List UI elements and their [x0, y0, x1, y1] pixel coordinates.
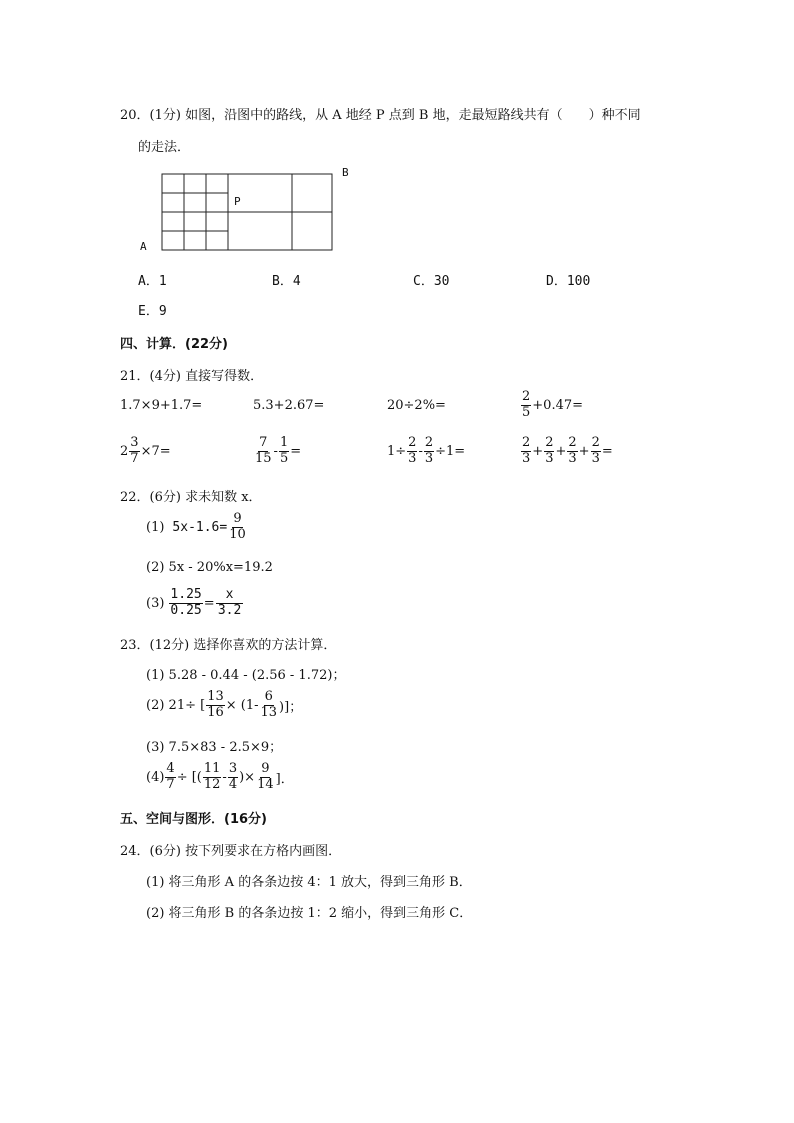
expr-post: ]． [275, 771, 294, 787]
expr-pre: 1÷ [387, 443, 407, 459]
point-b-label: B [342, 166, 349, 179]
denominator: 3.2 [217, 602, 242, 618]
operator: + [578, 443, 590, 459]
numerator: 2 [591, 435, 600, 450]
q21-expr4 [520, 390, 583, 421]
numerator: 4 [166, 761, 175, 776]
denominator: 16 [207, 704, 224, 720]
denominator: 13 [260, 704, 278, 720]
expr-post: )]； [279, 699, 303, 715]
denominator: 3 [522, 450, 531, 466]
expr-part: )× [239, 769, 256, 785]
numerator: 11 [203, 761, 221, 776]
section4-title: 四、计算．(22分) [120, 337, 228, 352]
whole-part: 2 [120, 443, 129, 459]
expr-mid: × (1- [225, 697, 259, 713]
numerator: 2 [522, 435, 531, 450]
denominator: 7 [130, 450, 139, 466]
equals-sign: = [601, 443, 613, 459]
denominator: 10 [229, 526, 246, 542]
denominator: 3 [408, 450, 417, 466]
q21-expr8 [520, 436, 613, 467]
option-a: A．1 [138, 274, 167, 289]
denominator: 7 [166, 776, 175, 792]
expr-part: ÷ [( [176, 769, 202, 785]
expr-rest: = [290, 443, 302, 459]
denominator: 5 [522, 404, 531, 420]
q21-expr7 [387, 436, 465, 467]
operator: - [222, 769, 227, 785]
numerator: 3 [228, 761, 238, 776]
q22-part3 [146, 588, 244, 619]
denominator: 15 [255, 450, 272, 466]
operator: + [555, 443, 567, 459]
expr-rest: ×7= [140, 443, 171, 459]
numerator: 3 [130, 435, 139, 450]
section5-title: 五、空间与图形．(16分) [120, 812, 267, 827]
part-label: (1) [146, 519, 165, 535]
q23-part4 [146, 762, 294, 793]
point-p-label: P [234, 195, 241, 208]
numerator: 9 [233, 511, 242, 526]
q24-part2: (2) 将三角形 B 的各条边按 1：2 缩小，得到三角形 C． [146, 906, 473, 921]
operator: - [273, 443, 278, 459]
point-a-label: A [140, 240, 147, 253]
numerator: 6 [264, 689, 273, 704]
q21-expr5 [120, 436, 171, 467]
operator: + [532, 443, 544, 459]
numerator: 2 [545, 435, 554, 450]
denominator: 0.25 [170, 602, 202, 618]
option-b: B．4 [272, 274, 301, 289]
expr-pre: (2) 21÷ [ [146, 697, 206, 713]
denominator: 3 [545, 450, 554, 466]
q24-title: 24．(6分) 按下列要求在方格内画图． [120, 844, 342, 859]
q21-expr6 [253, 436, 301, 467]
expr-pre: 5x-1.6= [172, 519, 228, 535]
q24-part1: (1) 将三角形 A 的各条边按 4：1 放大，得到三角形 B． [146, 875, 472, 890]
q21-title: 21．(4分) 直接写得数． [120, 369, 264, 384]
numerator: 7 [259, 435, 268, 450]
expr-rest: +0.47= [532, 397, 584, 413]
numerator: 2 [522, 389, 531, 404]
denominator: 3 [424, 450, 434, 466]
denominator: 4 [228, 776, 238, 792]
q23-part1: (1) 5.28 - 0.44 - (2.56 - 1.72)； [146, 668, 346, 683]
q23-title: 23．(12分) 选择你喜欢的方法计算． [120, 638, 337, 653]
q20-line2: 的走法． [138, 140, 191, 155]
numerator: 2 [568, 435, 577, 450]
numerator: 13 [207, 689, 224, 704]
numerator: x [216, 588, 244, 604]
numerator: 9 [261, 761, 270, 776]
equals-sign: = [203, 595, 215, 611]
denominator: 3 [591, 450, 600, 466]
q20-line1: 20．(1分) 如图，沿图中的路线，从 A 地经 P 点到 B 地，走最短路线共有（ ）种不同 [120, 108, 641, 123]
q22-part1 [146, 512, 248, 543]
denominator: 5 [279, 450, 289, 466]
numerator: 1 [279, 435, 289, 450]
denominator: 14 [257, 776, 274, 792]
q21-expr2: 5.3+2.67= [253, 398, 325, 413]
q23-part2 [146, 690, 302, 721]
expr-rest: ÷1= [435, 443, 466, 459]
route-grid-diagram [136, 164, 356, 258]
q21-expr3: 20÷2%= [387, 398, 446, 413]
q21-expr1: 1.7×9+1.7= [120, 398, 203, 413]
q22-title: 22．(6分) 求未知数 x． [120, 490, 262, 505]
denominator: 12 [203, 776, 221, 792]
numerator: 2 [424, 435, 434, 450]
part-label: (3) [146, 595, 165, 611]
expr-pre: (4) [146, 769, 165, 785]
q23-part3: (3) 7.5×83 - 2.5×9； [146, 740, 283, 755]
option-e: E．9 [138, 304, 167, 319]
denominator: 3 [568, 450, 577, 466]
option-d: D．100 [546, 274, 591, 289]
numerator: 2 [408, 435, 417, 450]
operator: - [418, 443, 423, 459]
numerator: 1.25 [170, 587, 202, 602]
option-c: C．30 [413, 274, 450, 289]
q22-part2: (2) 5x - 20%x=19.2 [146, 560, 273, 575]
